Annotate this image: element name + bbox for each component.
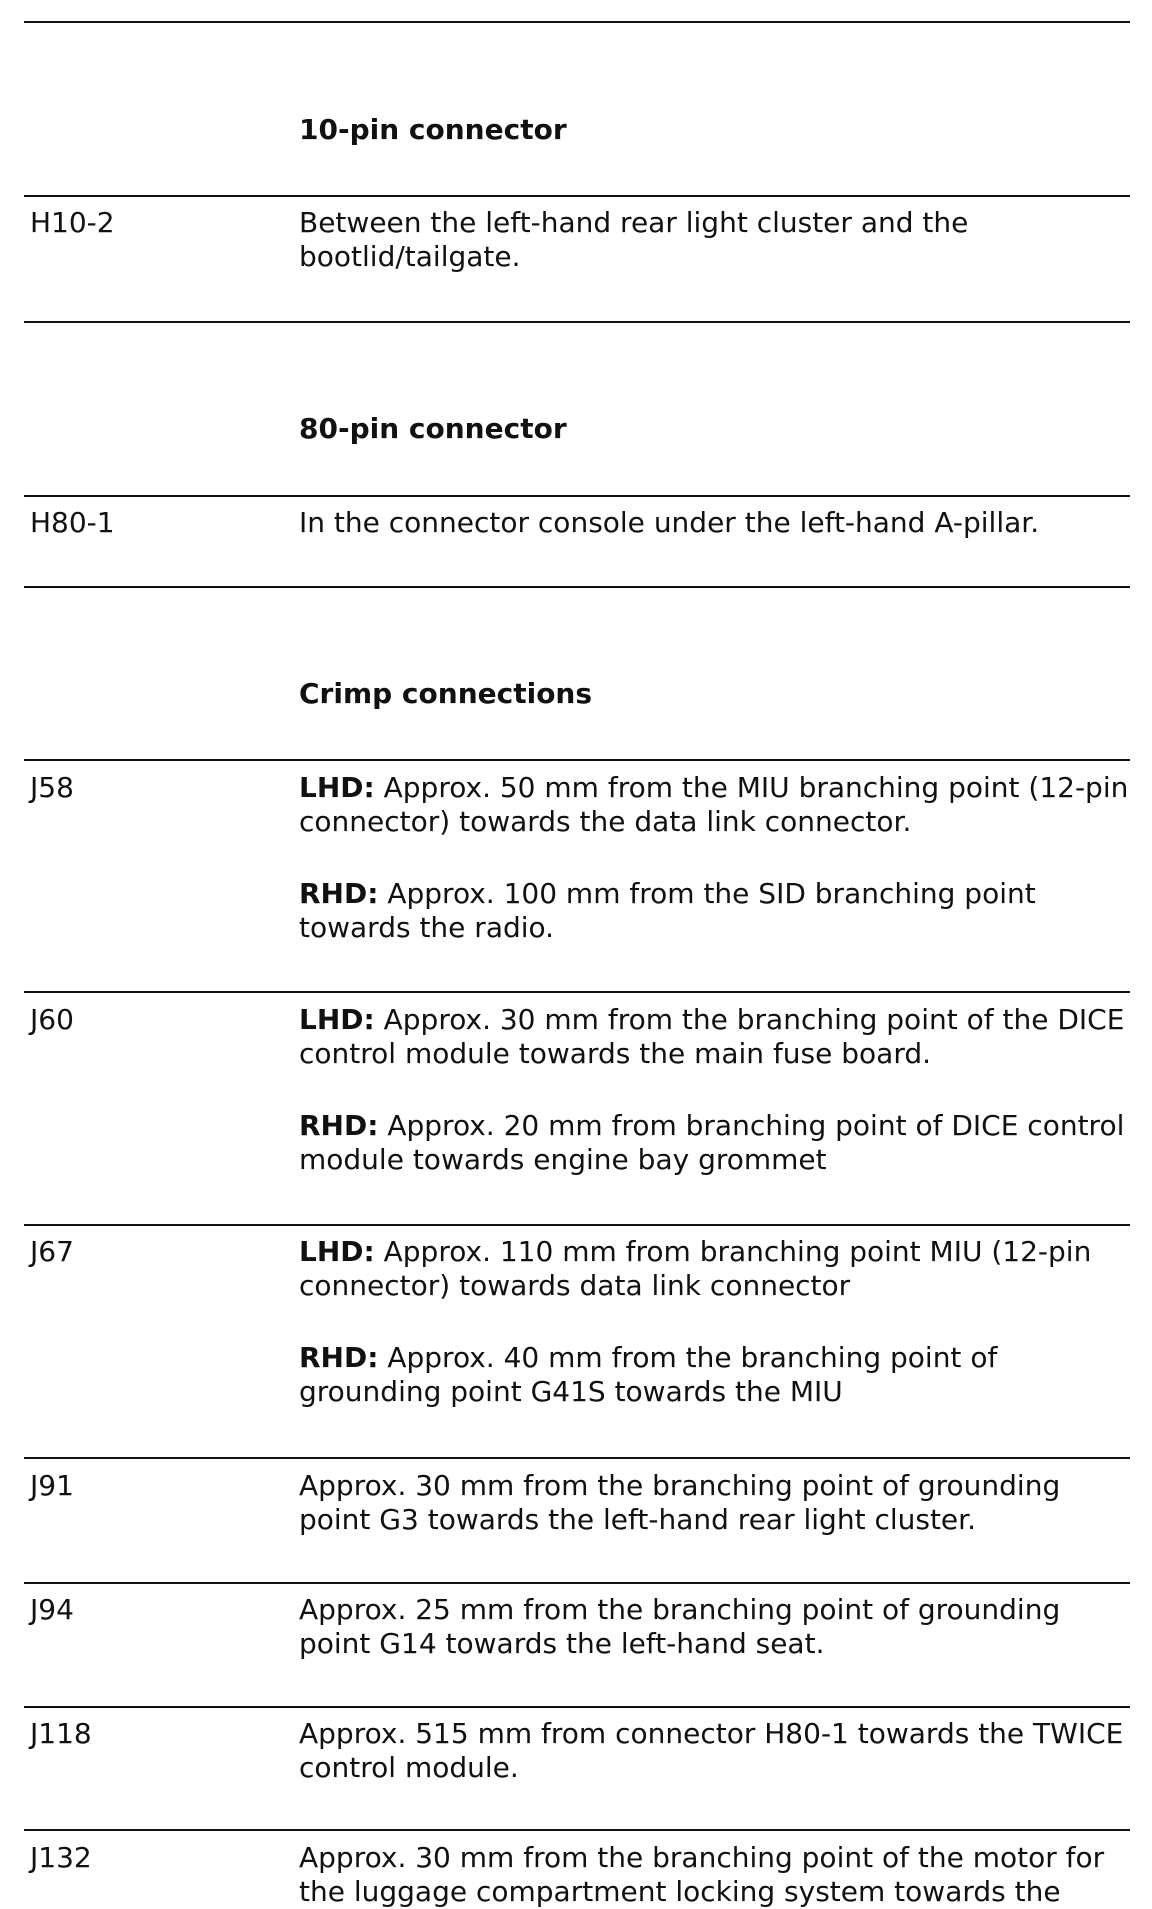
location-text: Approx. 30 mm from the branching point of grounding point G3 towards the left-hand rear light cluster. bbox=[299, 1469, 1061, 1536]
location-description bbox=[299, 771, 1129, 945]
drive-side-label: LHD: bbox=[299, 1003, 375, 1036]
divider bbox=[24, 1457, 1130, 1459]
connector-code: J132 bbox=[30, 1841, 92, 1874]
divider bbox=[24, 195, 1130, 197]
section-heading: Crimp connections bbox=[299, 677, 593, 710]
location-text: Between the left-hand rear light cluster and the bootlid/tailgate. bbox=[299, 206, 969, 273]
location-description bbox=[299, 506, 1129, 540]
location-text: Approx. 25 mm from the branching point of grounding point G14 towards the left-hand seat. bbox=[299, 1593, 1061, 1660]
connector-code: J67 bbox=[30, 1235, 74, 1268]
location-text: In the connector console under the left-hand A-pillar. bbox=[299, 506, 1040, 539]
connector-code: J60 bbox=[30, 1003, 74, 1036]
connector-code: H80-1 bbox=[30, 506, 115, 539]
location-text: Approx. 30 mm from the branching point of the DICE control module towards the main fuse board. bbox=[299, 1003, 1125, 1070]
location-text: Approx. 110 mm from branching point MIU (12-pin connector) towards data link connector bbox=[299, 1235, 1092, 1302]
section-heading: 80-pin connector bbox=[299, 412, 567, 445]
connector-code: J94 bbox=[30, 1593, 74, 1626]
divider bbox=[24, 1224, 1130, 1226]
connector-code: J58 bbox=[30, 771, 74, 804]
location-description bbox=[299, 1593, 1129, 1661]
drive-side-label: RHD: bbox=[299, 1109, 379, 1142]
divider bbox=[24, 1582, 1130, 1584]
location-text: Approx. 20 mm from branching point of DICE control module towards engine bay grommet bbox=[299, 1109, 1125, 1176]
connector-code: J118 bbox=[30, 1717, 92, 1750]
divider bbox=[24, 1706, 1130, 1708]
divider bbox=[24, 495, 1130, 497]
location-description bbox=[299, 1841, 1129, 1909]
location-description bbox=[299, 1235, 1129, 1409]
drive-side-label: RHD: bbox=[299, 877, 379, 910]
location-text: Approx. 50 mm from the MIU branching point (12-pin connector) towards the data link connector. bbox=[299, 771, 1129, 838]
connector-code: J91 bbox=[30, 1469, 74, 1502]
drive-side-label: LHD: bbox=[299, 1235, 375, 1268]
connector-code: H10-2 bbox=[30, 206, 115, 239]
divider bbox=[24, 1829, 1130, 1831]
location-description bbox=[299, 1717, 1129, 1785]
section-heading: 10-pin connector bbox=[299, 113, 567, 146]
location-text: Approx. 30 mm from the branching point of the motor for the luggage compartment locking system towards the bbox=[299, 1841, 1105, 1908]
drive-side-label: LHD: bbox=[299, 771, 375, 804]
location-description bbox=[299, 1469, 1129, 1537]
location-description bbox=[299, 206, 1129, 274]
location-text: Approx. 515 mm from connector H80-1 towards the TWICE control module. bbox=[299, 1717, 1124, 1784]
drive-side-label: RHD: bbox=[299, 1341, 379, 1374]
location-text: Approx. 40 mm from the branching point of grounding point G41S towards the MIU bbox=[299, 1341, 998, 1408]
location-description bbox=[299, 1003, 1129, 1177]
divider bbox=[24, 321, 1130, 323]
location-text: Approx. 100 mm from the SID branching point towards the radio. bbox=[299, 877, 1036, 944]
divider bbox=[24, 991, 1130, 993]
divider bbox=[24, 586, 1130, 588]
divider bbox=[24, 21, 1130, 23]
divider bbox=[24, 759, 1130, 761]
